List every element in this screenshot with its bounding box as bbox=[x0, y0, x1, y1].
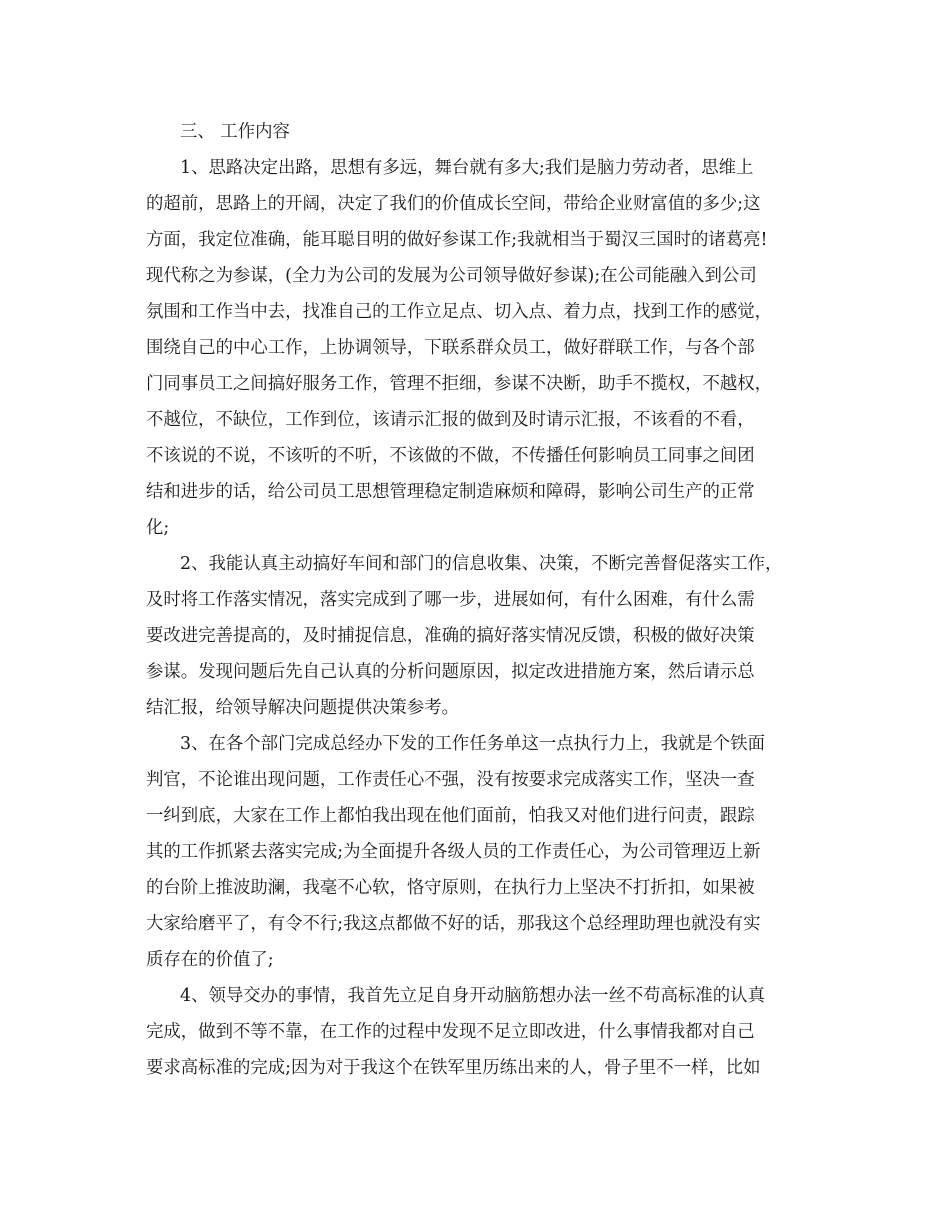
paragraph-line: 一纠到底，大家在工作上都怕我出现在他们面前，怕我又对他们进行问责，跟踪 bbox=[146, 806, 755, 826]
paragraph-line: 氛围和工作当中去，找准自己的工作立足点、切入点、着力点，找到工作的感觉， bbox=[146, 302, 773, 322]
paragraph-line: 4、领导交办的事情，我首先立足自身开动脑筋想办法一丝不苟高标准的认真 bbox=[180, 986, 765, 1006]
paragraph-line: 大家给磨平了，有令不行;我这点都做不好的话，那我这个总经理助理也就没有实 bbox=[146, 914, 761, 934]
paragraph-line: 要求高标准的完成;因为对于我这个在铁军里历练出来的人，骨子里不一样，比如 bbox=[146, 1058, 761, 1078]
paragraph-line: 化; bbox=[146, 518, 170, 538]
section-heading: 三、 工作内容 bbox=[180, 122, 290, 142]
paragraph-line: 3、在各个部门完成总经办下发的工作任务单这一点执行力上，我就是个铁面 bbox=[180, 734, 765, 754]
paragraph-line: 门同事员工之间搞好服务工作，管理不拒细，参谋不决断，助手不揽权，不越权， bbox=[146, 374, 773, 394]
paragraph-line: 2、我能认真主动搞好车间和部门的信息收集、决策，不断完善督促落实工作， bbox=[180, 554, 783, 574]
paragraph-line: 质存在的价值了; bbox=[146, 950, 274, 970]
paragraph-line: 完成，做到不等不靠，在工作的过程中发现不足立即改进，什么事情我都对自己 bbox=[146, 1022, 755, 1042]
paragraph-line: 参谋。发现问题后先自己认真的分析问题原因，拟定改进措施方案，然后请示总 bbox=[146, 662, 755, 682]
paragraph-line: 不该说的不说，不该听的不听，不该做的不做，不传播任何影响员工同事之间团 bbox=[146, 446, 755, 466]
paragraph-line: 要改进完善提高的，及时捕捉信息，准确的搞好落实情况反馈，积极的做好决策 bbox=[146, 626, 755, 646]
paragraph-line: 围绕自己的中心工作，上协调领导，下联系群众员工，做好群联工作，与各个部 bbox=[146, 338, 755, 358]
paragraph-line: 方面，我定位准确，能耳聪目明的做好参谋工作;我就相当于蜀汉三国时的诸葛亮! bbox=[146, 230, 768, 250]
paragraph-line: 其的工作抓紧去落实完成;为全面提升各级人员的工作责任心，为公司管理迈上新 bbox=[146, 842, 761, 862]
paragraph-line: 不越位，不缺位，工作到位，该请示汇报的做到及时请示汇报，不该看的不看， bbox=[146, 410, 755, 430]
paragraph-line: 及时将工作落实情况，落实完成到了哪一步，进展如何，有什么困难，有什么需 bbox=[146, 590, 755, 610]
paragraph-line: 的台阶上推波助澜，我毫不心软，恪守原则，在执行力上坚决不打折扣，如果被 bbox=[146, 878, 755, 898]
paragraph-line: 现代称之为参谋，(全力为公司的发展为公司领导做好参谋);在公司能融入到公司 bbox=[146, 266, 757, 286]
paragraph-line: 判官，不论谁出现问题，工作责任心不强，没有按要求完成落实工作，坚决一查 bbox=[146, 770, 755, 790]
paragraph-line: 结汇报，给领导解决问题提供决策参考。 bbox=[146, 698, 460, 718]
paragraph-line: 1、思路决定出路，思想有多远，舞台就有多大;我们是脑力劳动者，思维上 bbox=[180, 158, 754, 178]
paragraph-line: 结和进步的话，给公司员工思想管理稳定制造麻烦和障碍，影响公司生产的正常 bbox=[146, 482, 755, 502]
paragraph-line: 的超前，思路上的开阔，决定了我们的价值成长空间，带给企业财富值的多少;这 bbox=[146, 194, 761, 214]
